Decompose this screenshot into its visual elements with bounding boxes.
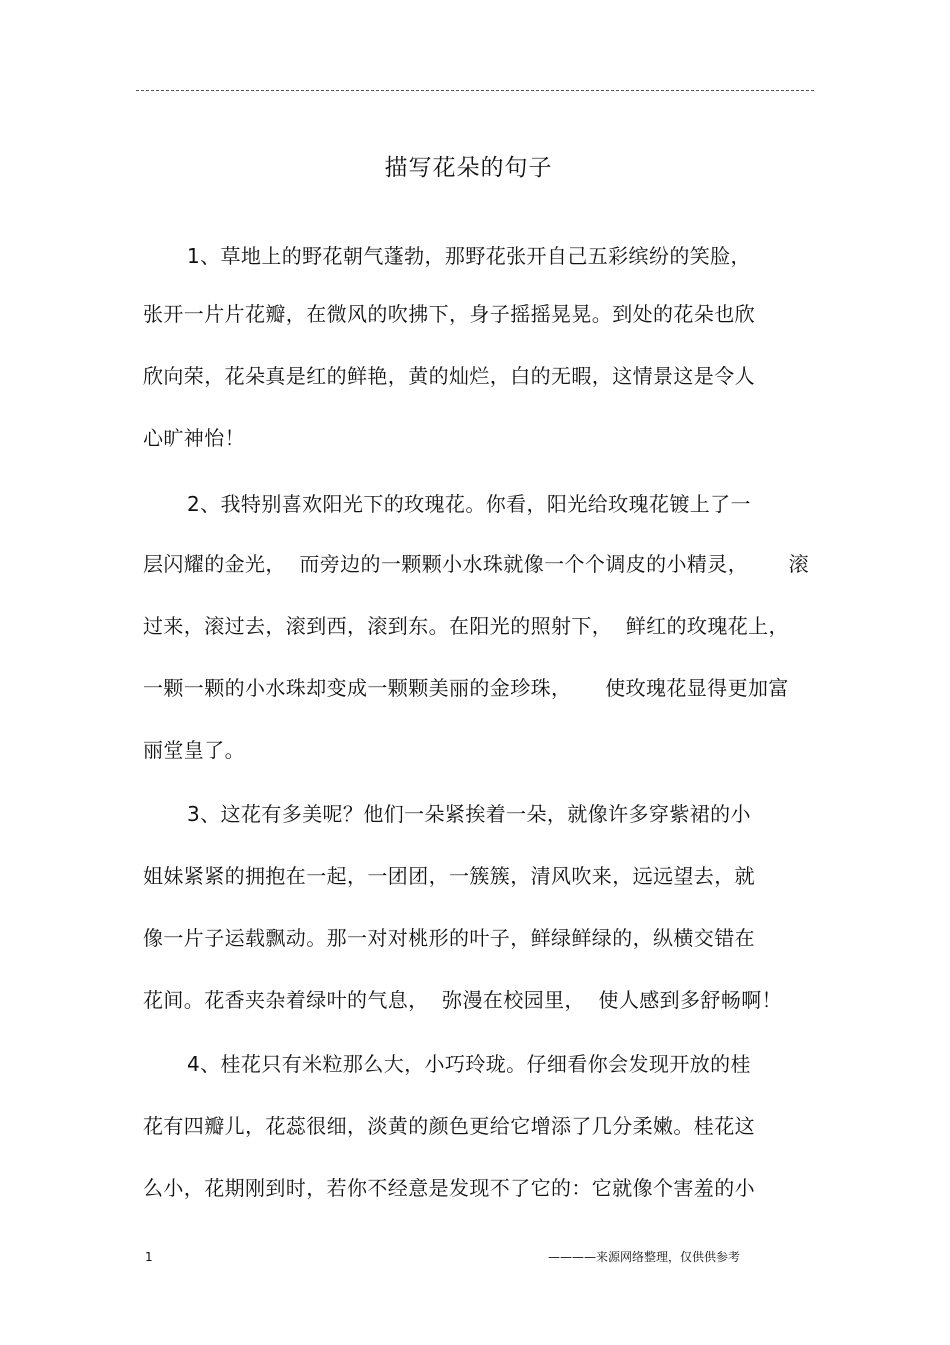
para4-line3: 么小，花期刚到时，若你不经意是发现不了它的：它就像个害羞的小 (143, 1176, 755, 1200)
para3-line1: 3、这花有多美呢？他们一朵紧挨着一朵，就像许多穿紫裙的小 (187, 802, 751, 826)
para2-line5: 丽堂皇了。 (143, 738, 245, 762)
para2-line1: 2、我特别喜欢阳光下的玫瑰花。你看，阳光给玫瑰花镀上了一 (187, 492, 751, 516)
para1-line2: 张开一片片花瓣，在微风的吹拂下，身子摇摇晃晃。到处的花朵也欣 (143, 302, 755, 326)
para4-line1: 4、桂花只有米粒那么大，小巧玲珑。仔细看你会发现开放的桂 (187, 1052, 751, 1076)
para1-line3: 欣向荣，花朵真是红的鲜艳，黄的灿烂，白的无暇，这情景这是令人 (143, 364, 755, 388)
page-number: 1 (145, 1250, 153, 1264)
para3-line3: 像一片子运载飘动。那一对对桃形的叶子，鲜绿鲜绿的，纵横交错在 (143, 926, 755, 950)
para3-line4: 花间。花香夹杂着绿叶的气息， 弥漫在校园里， 使人感到多舒畅啊！ (143, 988, 783, 1012)
para2-line2: 层闪耀的金光， 而旁边的一颗颗小水珠就像一个个调皮的小精灵， 滚 (143, 552, 810, 576)
document-title: 描写花朵的句子 (384, 155, 553, 181)
para1-line1: 1、草地上的野花朝气蓬勃，那野花张开自己五彩缤纷的笑脸， (187, 244, 751, 268)
para2-line3: 过来，滚过去，滚到西，滚到东。在阳光的照射下， 鲜红的玫瑰花上， (143, 614, 789, 638)
footer-source-note: ————来源网络整理，仅供供参考 (548, 1250, 741, 1264)
para1-line4: 心旷神怡！ (143, 426, 245, 450)
para3-line2: 姐妹紧紧的拥抱在一起，一团团，一簇簇，清风吹来，远远望去，就 (143, 864, 755, 888)
para4-line2: 花有四瓣儿，花蕊很细，淡黄的颜色更给它增添了几分柔嫩。桂花这 (143, 1114, 755, 1138)
para2-line4: 一颗一颗的小水珠却变成一颗颗美丽的金珍珠， 使玫瑰花显得更加富 (143, 676, 789, 700)
header-dashed-rule (136, 90, 814, 91)
